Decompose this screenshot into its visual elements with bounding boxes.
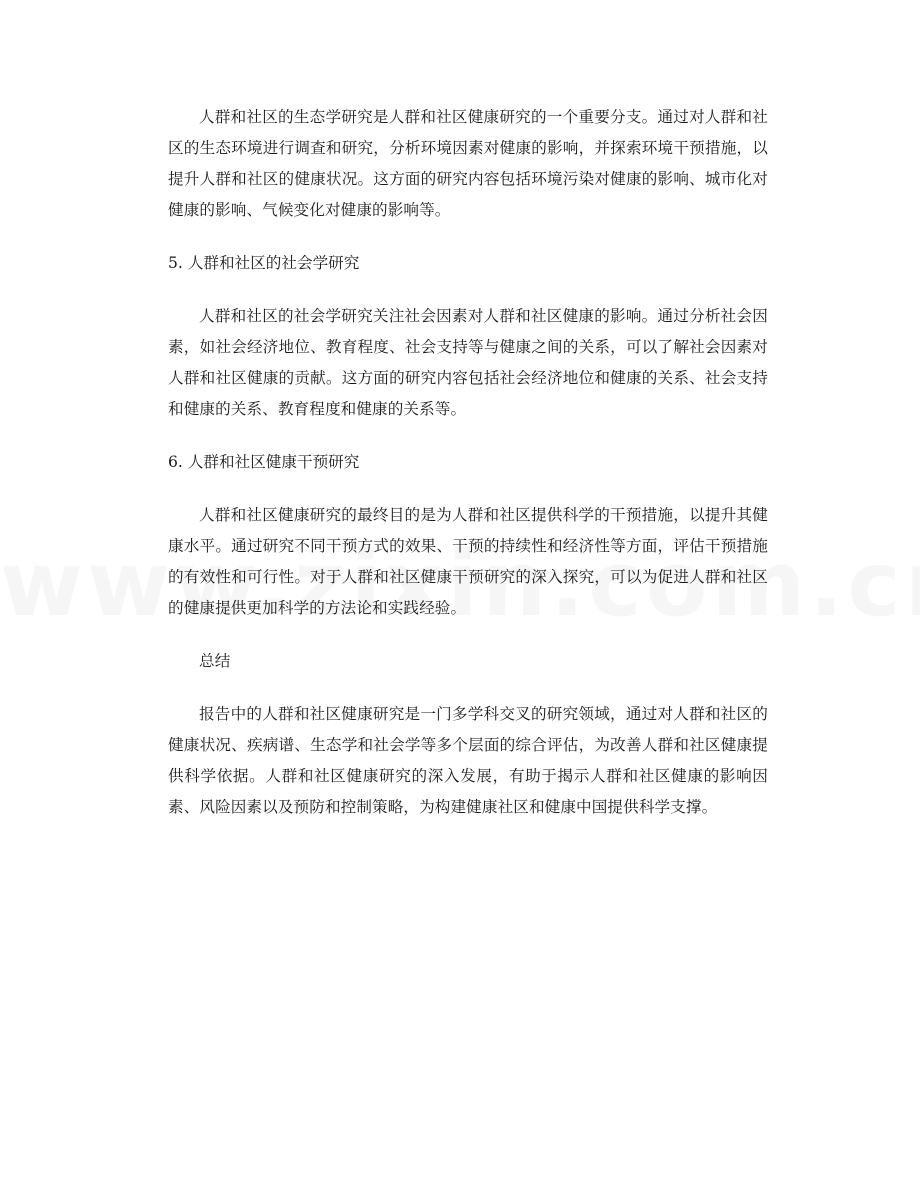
section-heading-sociology: 5. 人群和社区的社会学研究 bbox=[168, 254, 360, 272]
section-heading-intervention: 6. 人群和社区健康干预研究 bbox=[168, 453, 360, 471]
paragraph-ecology: 人群和社区的生态学研究是人群和社区健康研究的一个重要分支。通过对人群和社区的生态环境进行调查和研究，分析环境因素对健康的影响，并探索环境干预措施，以提升人群和社区的健康状况。这方面的研究内容包括环境污染对健康的影响、城市化对健康的影响、气候变化对健康的影响等。 bbox=[168, 108, 768, 219]
paragraph-sociology: 人群和社区的社会学研究关注社会因素对人群和社区健康的影响。通过分析社会因素，如社会经济地位、教育程度、社会支持等与健康之间的关系，可以了解社会因素对人群和社区健康的贡献。这方面的研究内容包括社会经济地位和健康的关系、社会支持和健康的关系、教育程度和健康的关系等。 bbox=[168, 307, 768, 418]
summary-heading: 总结 bbox=[199, 652, 231, 670]
document-page bbox=[168, 102, 768, 845]
paragraph-summary: 报告中的人群和社区健康研究是一门多学科交叉的研究领域，通过对人群和社区的健康状况、疾病谱、生态学和社会学等多个层面的综合评估，为改善人群和社区健康提供科学依据。人群和社区健康研究的深入发展，有助于揭示人群和社区健康的影响因素、风险因素以及预防和控制策略，为构建健康社区和健康中国提供科学支撑。 bbox=[168, 705, 768, 816]
paragraph-intervention: 人群和社区健康研究的最终目的是为人群和社区提供科学的干预措施，以提升其健康水平。通过研究不同干预方式的效果、干预的持续性和经济性等方面，评估干预措施的有效性和可行性。对于人群和社区健康干预研究的深入探究，可以为促进人群和社区的健康提供更加科学的方法论和实践经验。 bbox=[168, 506, 768, 617]
